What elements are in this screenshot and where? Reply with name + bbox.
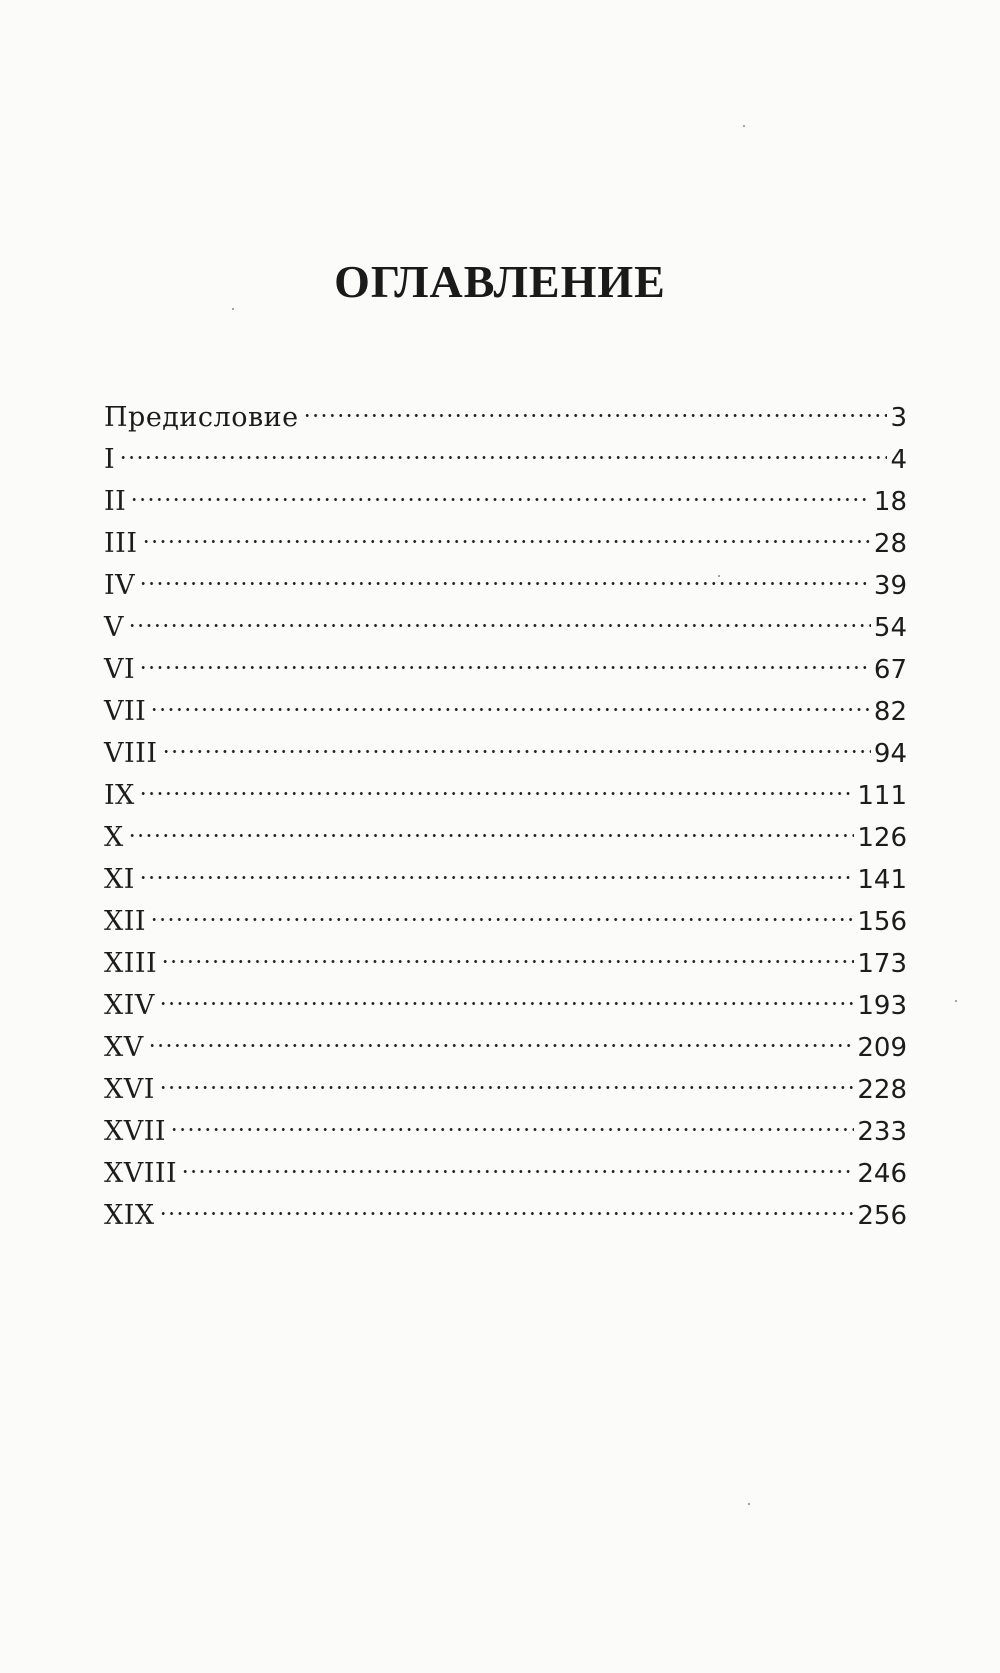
toc-entry: [104, 468, 907, 517]
toc-entry-title: II: [104, 486, 127, 517]
toc-leader-dots: [150, 678, 871, 720]
toc-leader-dots: [139, 762, 854, 804]
toc-leader-dots: [181, 1140, 854, 1182]
toc-entry-page-number: 28: [873, 529, 907, 559]
toc-entry-title: XII: [104, 906, 147, 937]
toc-leader-dots: [170, 1098, 854, 1140]
toc-entry-title: X: [104, 822, 124, 853]
toc-entry: [104, 384, 907, 433]
toc-entry: [104, 1182, 907, 1231]
toc-entry-title: XVII: [104, 1116, 167, 1147]
toc-entry: [104, 720, 907, 769]
toc-entry-page-number: 233: [857, 1117, 907, 1147]
toc-entry-page-number: 39: [873, 571, 907, 601]
toc-entry-page-number: 173: [857, 949, 907, 979]
toc-entry: [104, 678, 907, 727]
toc-leader-dots: [142, 510, 871, 552]
page-title: ОГЛАВЛЕНИЕ: [334, 256, 666, 307]
toc-leader-dots: [161, 930, 854, 972]
toc-entry-page-number: 54: [873, 613, 907, 643]
toc-leader-dots: [139, 552, 871, 594]
toc-leader-dots: [139, 636, 871, 678]
toc-entry-page-number: 18: [873, 487, 907, 517]
toc-entry-title: III: [104, 528, 138, 559]
print-speck: [955, 1000, 957, 1002]
toc-entry-title: Предисловие: [104, 402, 299, 433]
toc-entry: [104, 930, 907, 979]
toc-leader-dots: [303, 384, 888, 426]
toc-leader-dots: [128, 594, 871, 636]
toc-entry-title: XIII: [104, 948, 158, 979]
toc-leader-dots: [148, 1014, 855, 1056]
toc-entry-page-number: 67: [873, 655, 907, 685]
toc-entry: [104, 846, 907, 895]
toc-leader-dots: [159, 972, 854, 1014]
toc-entry: [104, 636, 907, 685]
print-speck: [743, 125, 745, 127]
toc-entry-title: XIV: [104, 990, 155, 1021]
toc-entry-title: IX: [104, 780, 135, 811]
toc-entry-page-number: 126: [857, 823, 907, 853]
toc-entry-title: XV: [104, 1032, 144, 1063]
toc-entry: [104, 1056, 907, 1105]
toc-entry-page-number: 256: [857, 1201, 907, 1231]
toc-entry-title: XI: [104, 864, 135, 895]
toc-leader-dots: [159, 1182, 855, 1224]
toc-entry-page-number: 3: [890, 403, 907, 433]
print-speck: [232, 308, 234, 310]
print-speck: [718, 575, 720, 577]
toc-entry-page-number: 141: [857, 865, 907, 895]
toc-entry-title: V: [104, 612, 124, 643]
toc-entry-title: IV: [104, 570, 136, 601]
toc-entry-page-number: 82: [873, 697, 907, 727]
toc-entry-title: I: [104, 444, 116, 475]
toc-entry-page-number: 193: [857, 991, 907, 1021]
toc-entry-page-number: 111: [857, 781, 907, 811]
toc-entry-title: XIX: [104, 1200, 155, 1231]
toc-entry: [104, 1098, 907, 1147]
toc-entry-page-number: 228: [857, 1075, 907, 1105]
toc-entry-page-number: 246: [857, 1159, 907, 1189]
toc-entry-title: VIII: [104, 738, 158, 769]
toc-entry-title: VII: [104, 696, 147, 727]
toc-leader-dots: [119, 426, 887, 468]
toc-entry: [104, 594, 907, 643]
toc-entry-title: XVI: [104, 1074, 155, 1105]
toc-leader-dots: [159, 1056, 854, 1098]
toc-entry: [104, 426, 907, 475]
toc-entry: [104, 1140, 907, 1189]
toc-leader-dots: [162, 720, 871, 762]
toc-leader-dots: [128, 804, 855, 846]
toc-entry: [104, 762, 907, 811]
print-speck: [748, 1503, 750, 1505]
toc-entry-page-number: 209: [857, 1033, 907, 1063]
toc-entry-page-number: 156: [857, 907, 907, 937]
toc-entry: [104, 804, 907, 853]
toc-entry: [104, 552, 907, 601]
toc-leader-dots: [139, 846, 854, 888]
toc-leader-dots: [150, 888, 854, 930]
toc-entry-page-number: 94: [873, 739, 907, 769]
toc-entry: [104, 510, 907, 559]
toc-entry-page-number: 4: [890, 445, 907, 475]
toc-entry: [104, 1014, 907, 1063]
toc-entry: [104, 888, 907, 937]
table-of-contents: [104, 384, 907, 1231]
toc-leader-dots: [130, 468, 871, 510]
toc-entry-title: VI: [104, 654, 136, 685]
toc-entry: [104, 972, 907, 1021]
toc-entry-title: XVIII: [104, 1158, 178, 1189]
